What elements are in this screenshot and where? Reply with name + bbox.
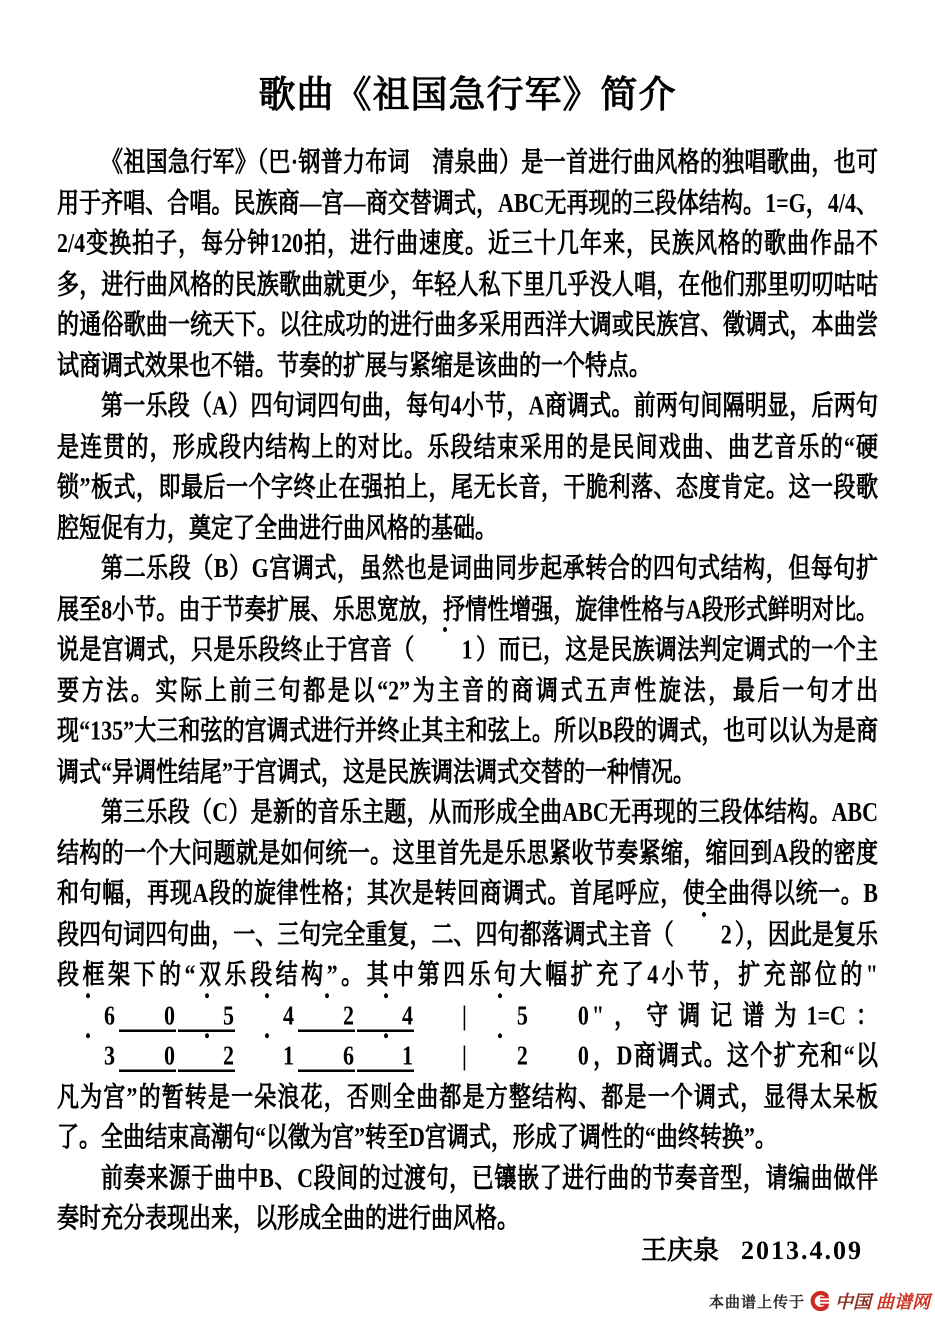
jianpu-note: 6 (298, 1041, 355, 1072)
music-cd-logo-icon (810, 1291, 830, 1311)
jianpu-notation (57, 999, 592, 1030)
jianpu-note: 2 (298, 1000, 355, 1031)
paragraph: 第三乐段（C）是新的音乐主题，从而形成全曲ABC无再现的三段体结构。ABC结构的一个大问题就是如何统一。这里首先是乐思紧收节奏紧缩，缩回到A段的密度和句幅，再现A段的旋律性格；其次是转回商调式。首尾呼应，使全曲得以统一。B段四句词四句曲，一、三句完全重复，二、四句都落调式主音（ 2 ），因此是复乐段框架下的“双乐段结构”。其中第四乐句大幅扩充了4小节，扩充部位的"6 0 5 4 2 4 | 5 0 "，守调记谱为1=C：3 0 2 1 6 1 | 2 0 ，D商调式。这个扩充和“以凡为宫”的暂转是一朵浪花，否则全曲都是方整结构、都是一个调式，显得太呆板了。全曲结束高潮句“以徵为宫”转至D宫调式，形成了调性的“曲终转换”。 (57, 795, 878, 1152)
site-name-part-dark: 中国 (835, 1292, 871, 1312)
page-title: 歌曲《祖国急行军》简介 (258, 75, 677, 116)
jianpu-notation (415, 633, 476, 664)
jianpu-note: 4 (357, 1000, 414, 1031)
paragraph: 第一乐段（A）四句词四句曲，每句4小节，A商调式。前两句间隔明显，后两句是连贯的，形成段内结构上的对比。乐段结束采用的是民间戏曲、曲艺音乐的“硬锁”板式，即最后一个字终止在强拍上，尾无长音，干脆利落、态度肯定。这一段歌腔短促有力，奠定了全曲进行曲风格的基础。 (57, 389, 878, 543)
author-name: 王庆泉 (640, 1236, 719, 1265)
site-name-part-red: 曲谱网 (876, 1292, 930, 1312)
paragraph: 前奏来源于曲中B、C段间的过渡句，已镶嵌了进行曲的节奏音型，请编曲做伴奏时充分表现出来，以形成全曲的进行曲风格。 (57, 1161, 878, 1234)
signature-line (641, 1230, 863, 1267)
signature-date: 2013.4.09 (741, 1236, 863, 1265)
jianpu-note: 5 (472, 1000, 529, 1029)
watermark-upload-text: 本曲谱上传于 (708, 1293, 805, 1311)
jianpu-barline: | (462, 998, 467, 1031)
paragraph: 第二乐段（B）G宫调式，虽然也是词曲同步起承转合的四句式结构，但每句扩展至8小节。由于节奏扩展、乐思宽放，抒情性增强，旋律性格与A段形式鲜明对比。说是宫调式，只是乐段终止于宫音（ 1 ）而已，这是民族调法判定调式的一个主要方法。实际上前三句都是以“2”为主音的商调式五声性旋法，最后一句才出现“135”大三和弦的宫调式进行并终止其主和弦上。所以B段的调式，也可以认为是商调式“异调性结尾”于宫调式，这是民族调法调式交替的一种情况。 (57, 552, 878, 787)
jianpu-note: 0 (119, 1000, 176, 1031)
jianpu-note: 0 (119, 1041, 176, 1072)
jianpu-note: 0 (577, 998, 589, 1031)
jianpu-note: 5 (178, 1000, 235, 1031)
jianpu-note: 2 (178, 1041, 235, 1072)
jianpu-notation (57, 1040, 592, 1071)
jianpu-note: 6 (59, 1000, 116, 1029)
watermark (709, 1288, 930, 1314)
jianpu-note: 0 (577, 1039, 589, 1071)
jianpu-note: 3 (59, 1041, 116, 1070)
jianpu-note: 2 (676, 919, 733, 948)
paragraph: 《祖国急行军》（巴·钢普力布词 清泉曲）是一首进行曲风格的独唱歌曲，也可用于齐唱、合唱。民族商—宫—商交替调式，ABC无再现的三段体结构。1=G，4/4、2/4变换拍子，每分钟120拍，进行曲速度。近三十几年来，民族风格的歌曲作品不多，进行曲风格的民族歌曲就更少，年轻人私下里几乎没人唱，在他们那里叨叨咕咕的通俗歌曲一统天下。以往成功的进行曲多采用西洋大调或民族宫、徵调式，本曲尝试商调式效果也不错。节奏的扩展与紧缩是该曲的一个特点。 (57, 145, 878, 381)
jianpu-note: 2 (472, 1041, 529, 1070)
jianpu-note: 4 (238, 1000, 295, 1029)
jianpu-note: 1 (357, 1041, 414, 1072)
jianpu-note: 1 (238, 1041, 295, 1070)
document-body (0, 142, 935, 1239)
jianpu-notation (674, 918, 735, 949)
jianpu-note: 1 (417, 635, 474, 664)
jianpu-barline: | (462, 1039, 467, 1071)
